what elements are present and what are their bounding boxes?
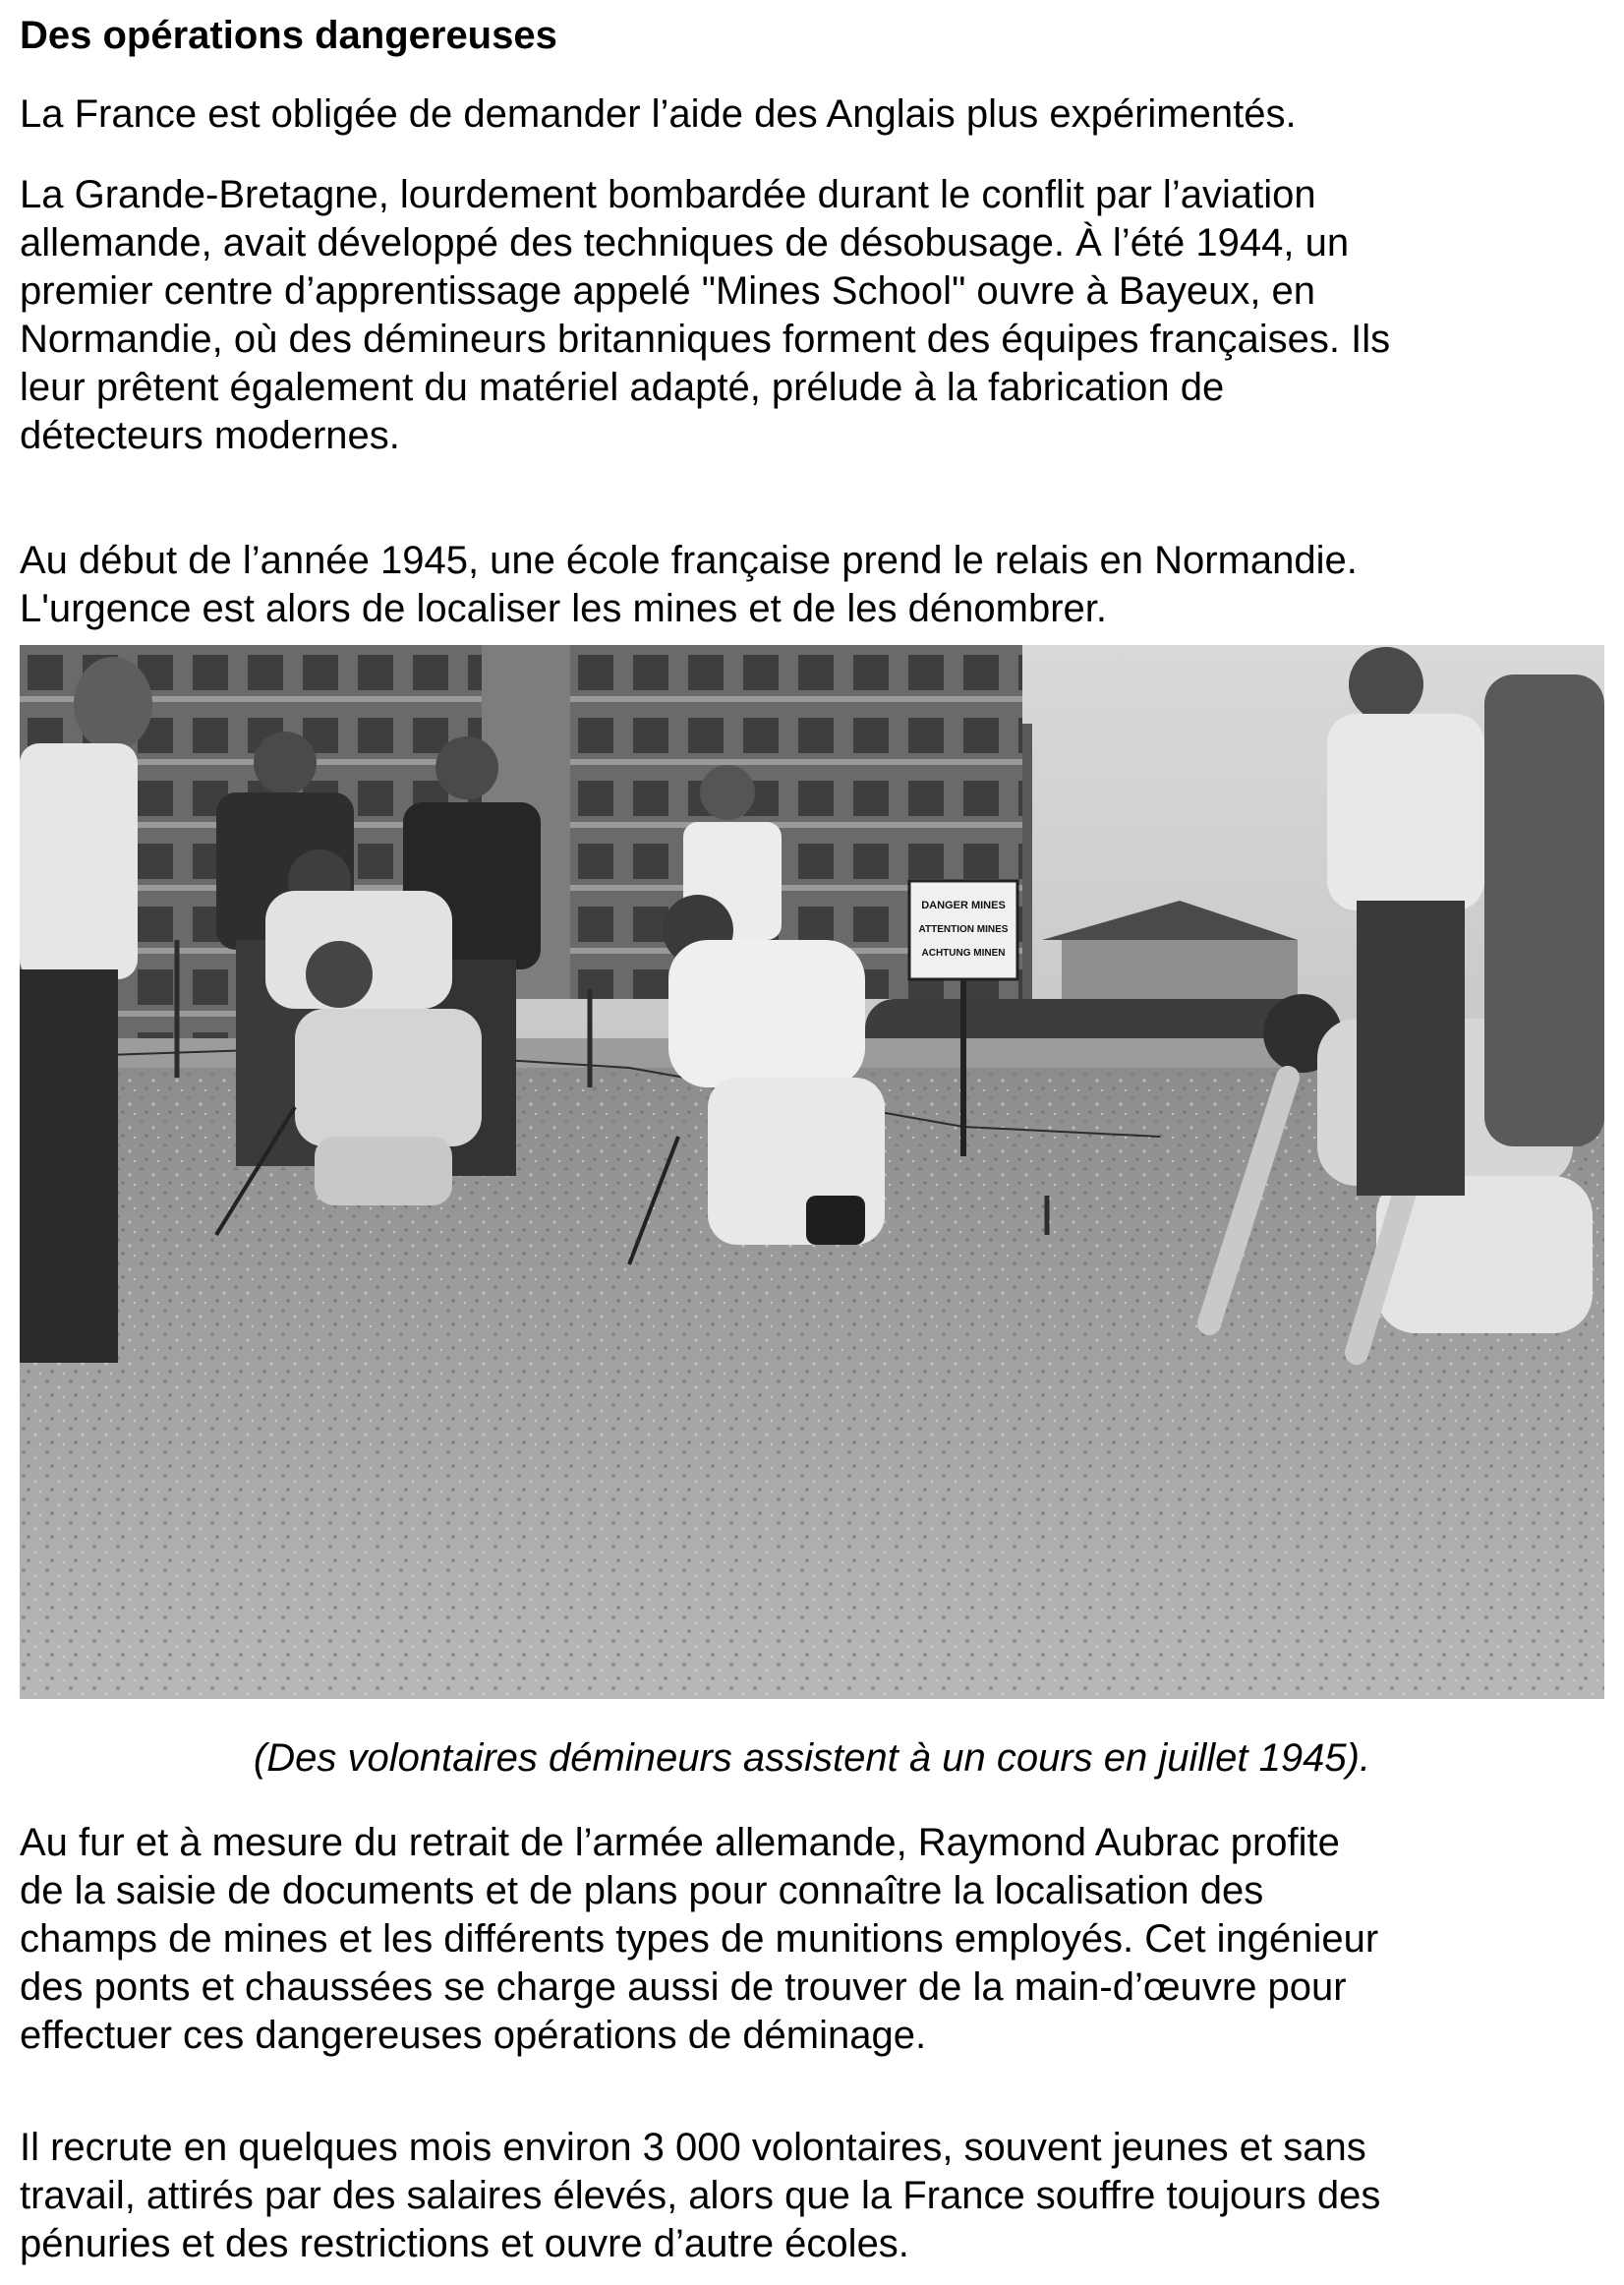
text-line: La Grande-Bretagne, lourdement bombardée durant le conflit par l’aviation: [20, 173, 1316, 216]
historical-photo: [20, 645, 1604, 1699]
text-line: allemande, avait développé des techniques de désobusage. À l’été 1944, un: [20, 221, 1350, 264]
text-line: effectuer ces dangereuses opérations de déminage.: [20, 2014, 927, 2057]
text-line: Normandie, où des démineurs britanniques forment des équipes françaises. Ils: [20, 318, 1391, 361]
sign-line: ATTENTION MINES: [918, 924, 1009, 935]
photo-illustration: [20, 645, 1604, 1699]
paragraph-volunteers: [20, 2124, 1612, 2268]
text-line: premier centre d’apprentissage appelé "Mines School" ouvre à Bayeux, en: [20, 269, 1316, 313]
paragraph-great-britain: [20, 171, 1612, 460]
paragraph-intro: [20, 90, 1612, 139]
text-line: La France est obligée de demander l’aide des Anglais plus expérimentés.: [20, 92, 1297, 136]
text-line: champs de mines et les différents types de munitions employés. Cet ingénieur: [20, 1917, 1379, 1961]
text-line: détecteurs modernes.: [20, 414, 400, 457]
text-line: des ponts et chaussées se charge aussi de trouver de la main-d’œuvre pour: [20, 1965, 1347, 2009]
text-line: Au fur et à mesure du retrait de l’armée allemande, Raymond Aubrac profite: [20, 1821, 1340, 1864]
text-line: Au début de l’année 1945, une école française prend le relais en Normandie.: [20, 539, 1358, 582]
text-line: L'urgence est alors de localiser les mines et de les dénombrer.: [20, 587, 1107, 630]
sign-line: DANGER MINES: [921, 900, 1006, 911]
text-line: Il recrute en quelques mois environ 3 000 volontaires, souvent jeunes et sans: [20, 2126, 1366, 2169]
paragraph-french-school: [20, 537, 1612, 633]
text-line: pénuries et des restrictions et ouvre d’autre écoles.: [20, 2222, 909, 2265]
sign-line: ACHTUNG MINEN: [921, 948, 1006, 959]
section-heading: Des opérations dangereuses: [20, 14, 557, 57]
text-line: travail, attirés par des salaires élevés, alors que la France souffre toujours des: [20, 2174, 1381, 2217]
photo-caption: (Des volontaires démineurs assistent à un cours en juillet 1945).: [253, 1736, 1371, 1780]
text-line: leur prêtent également du matériel adapté, prélude à la fabrication de: [20, 366, 1225, 409]
text-line: de la saisie de documents et de plans pour connaître la localisation des: [20, 1869, 1264, 1912]
paragraph-raymond-aubrac: [20, 1819, 1612, 2060]
